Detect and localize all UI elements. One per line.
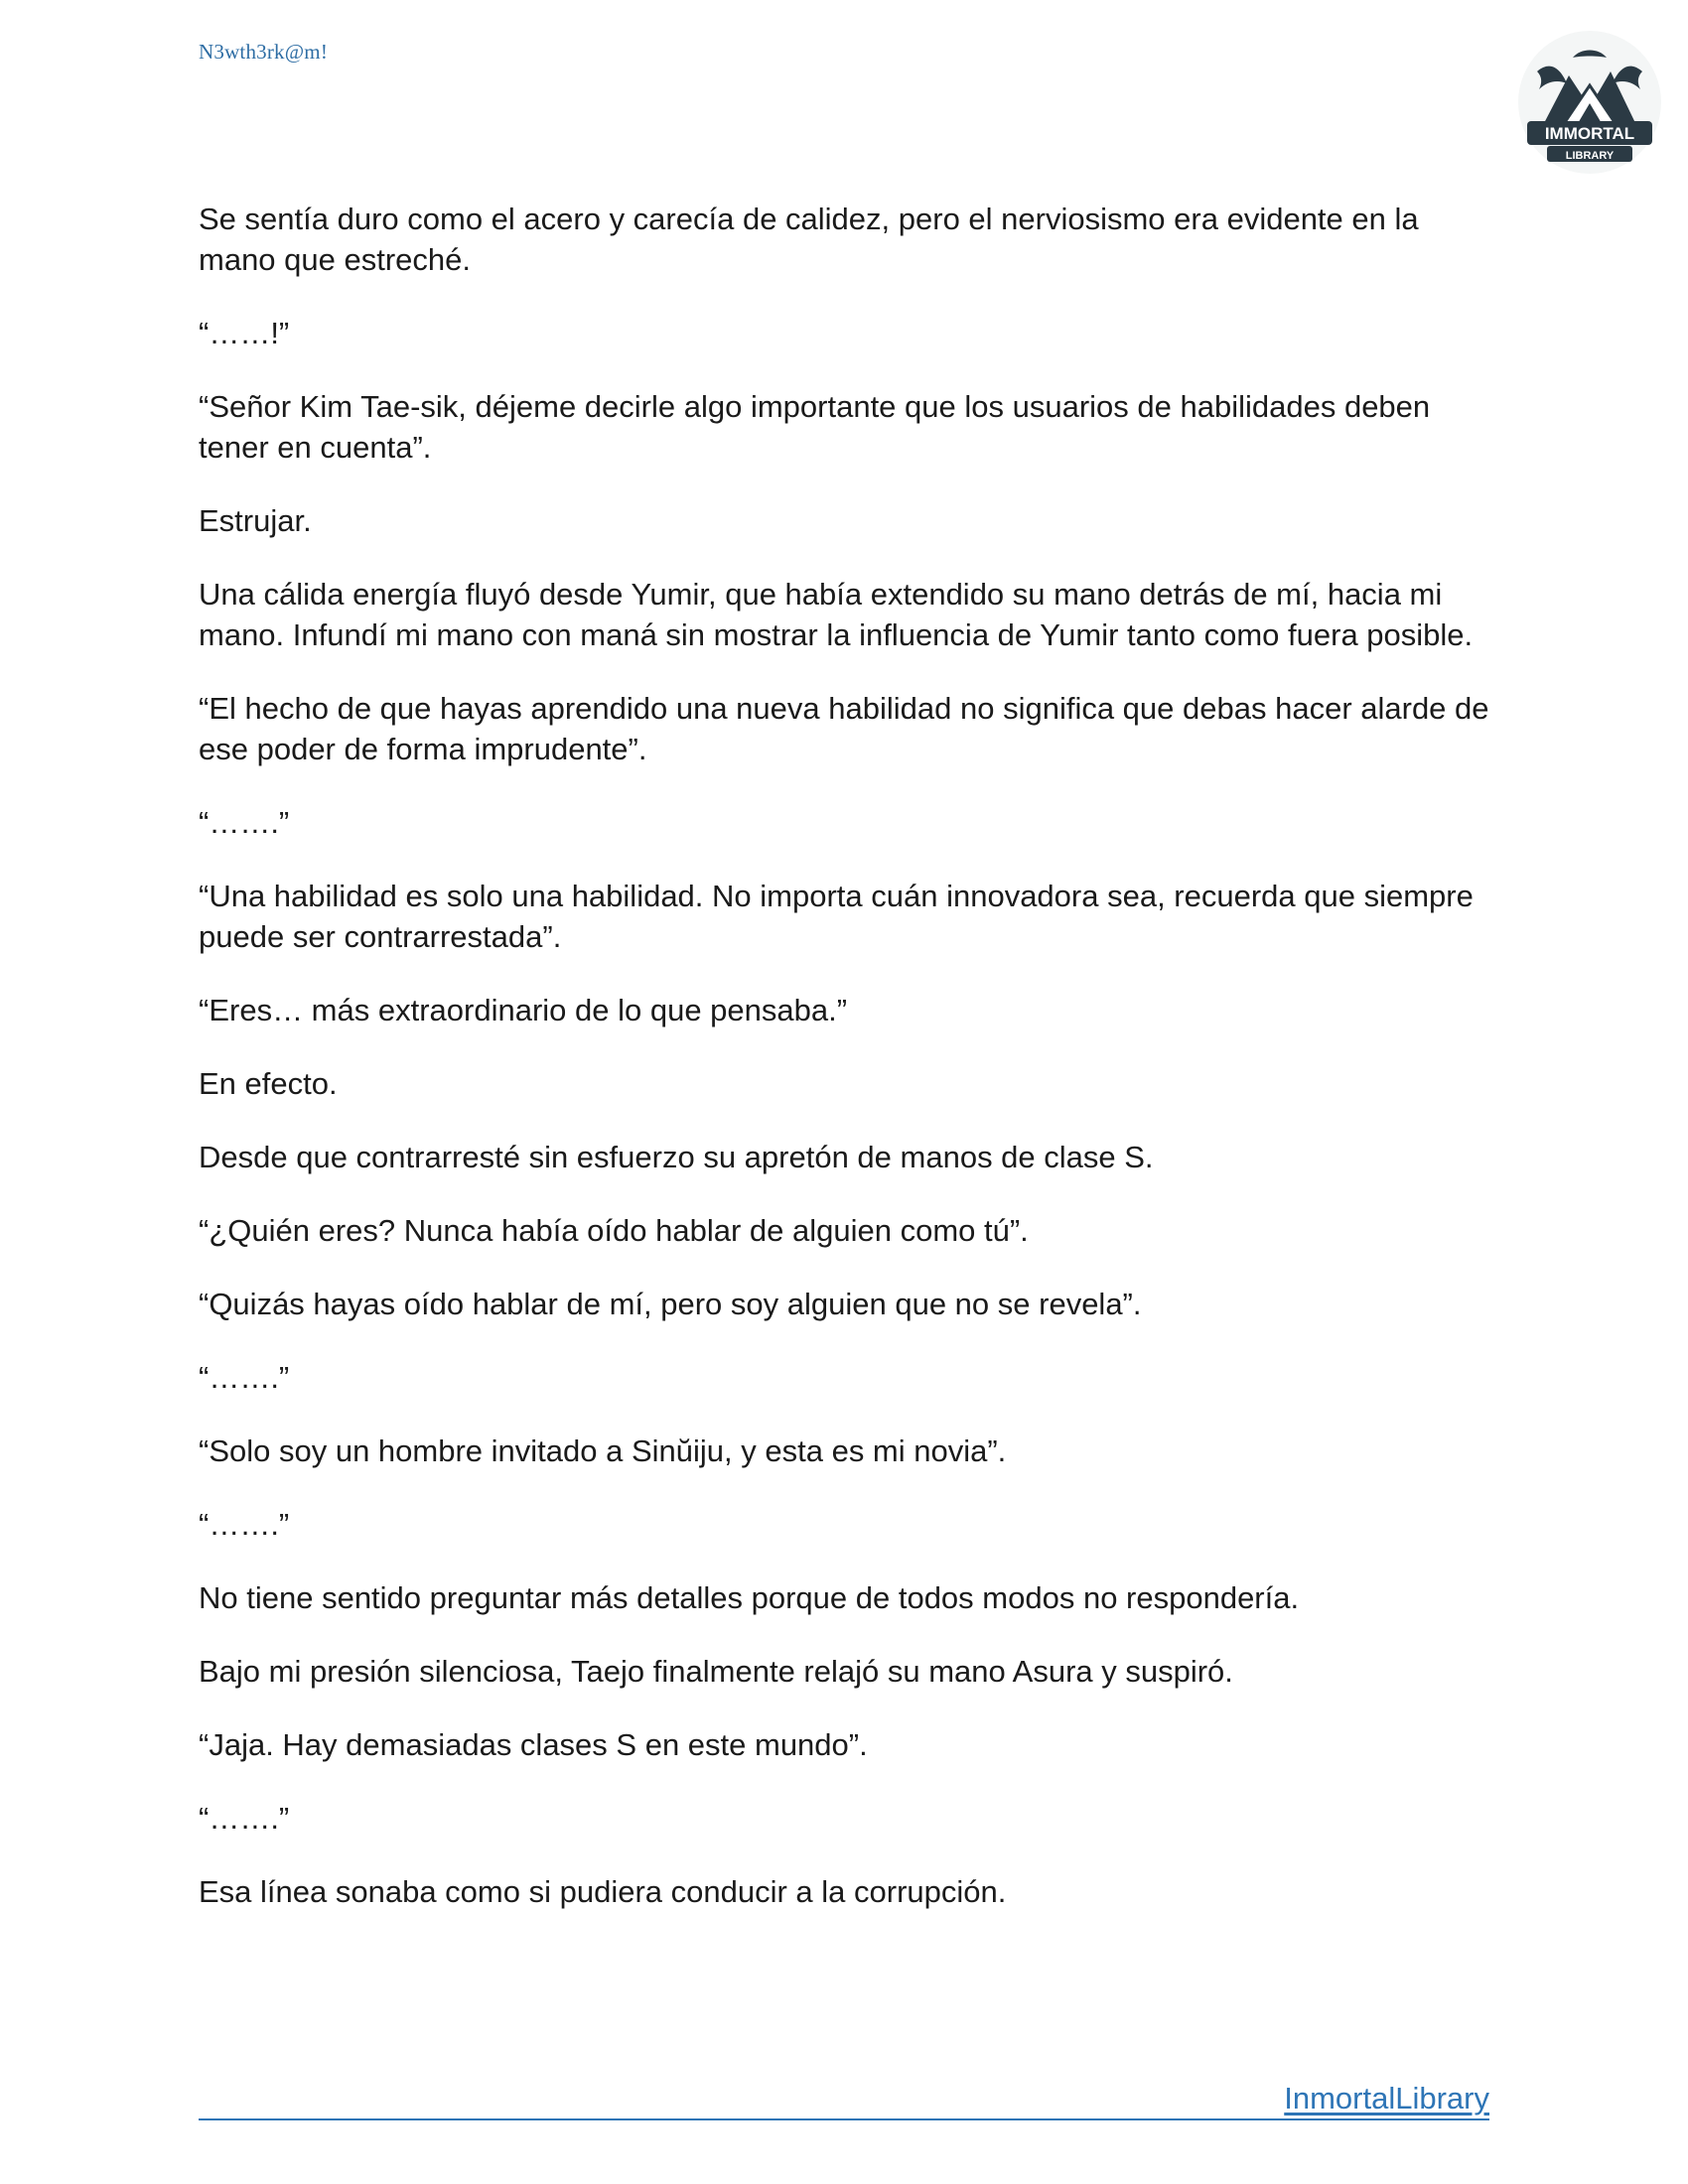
paragraph: “Una habilidad es solo una habilidad. No importa cuán innovadora sea, recuerda que siempre puede ser contrarrestada”. [199,879,1474,954]
paragraph: “…….” [199,1507,290,1542]
paragraph: “…….” [199,805,290,840]
paragraph: “¿Quién eres? Nunca había oído hablar de alguien como tú”. [199,1213,1029,1248]
paragraph: “Jaja. Hay demasiadas clases S en este mundo”. [199,1727,868,1762]
paragraph: “Solo soy un hombre invitado a Sinŭiju, y esta es mi novia”. [199,1433,1007,1468]
paragraph: “Señor Kim Tae-sik, déjeme decirle algo importante que los usuarios de habilidades deben tener en cuenta”. [199,389,1431,465]
paragraph: Desde que contrarresté sin esfuerzo su apretón de manos de clase S. [199,1140,1154,1174]
document-body [199,199,1489,1945]
footer-divider [199,2118,1489,2120]
logo-line-2: LIBRARY [1565,150,1615,162]
header-tag: N3wth3rk@m! [199,40,329,64]
paragraph: No tiene sentido preguntar más detalles porque de todos modos no respondería. [199,1580,1300,1615]
paragraph: Bajo mi presión silenciosa, Taejo finalmente relajó su mano Asura y suspiró. [199,1654,1233,1689]
immortal-library-logo-icon [1517,30,1662,175]
paragraph: En efecto. [199,1066,338,1101]
paragraph: Una cálida energía fluyó desde Yumir, que había extendido su mano detrás de mí, hacia mi mano. Infundí mi mano con maná sin mostrar la influencia de Yumir tanto como fuera posible. [199,577,1474,652]
paragraph: “…….” [199,1801,290,1836]
paragraph: “……!” [199,316,290,350]
paragraph: “Eres… más extraordinario de lo que pensaba.” [199,993,848,1027]
paragraph: Estrujar. [199,503,312,538]
logo-line-1: IMMORTAL [1544,124,1635,143]
paragraph: “El hecho de que hayas aprendido una nueva habilidad no significa que debas hacer alarde de ese poder de forma imprudente”. [199,691,1489,766]
paragraph: Se sentía duro como el acero y carecía de calidez, pero el nerviosismo era evidente en la mano que estreché. [199,202,1419,277]
paragraph: “Quizás hayas oído hablar de mí, pero soy alguien que no se revela”. [199,1287,1142,1321]
paragraph: Esa línea sonaba como si pudiera conducir a la corrupción. [199,1874,1007,1909]
footer-library-link[interactable]: InmortalLibrary [1284,2081,1489,2116]
paragraph: “…….” [199,1360,290,1395]
